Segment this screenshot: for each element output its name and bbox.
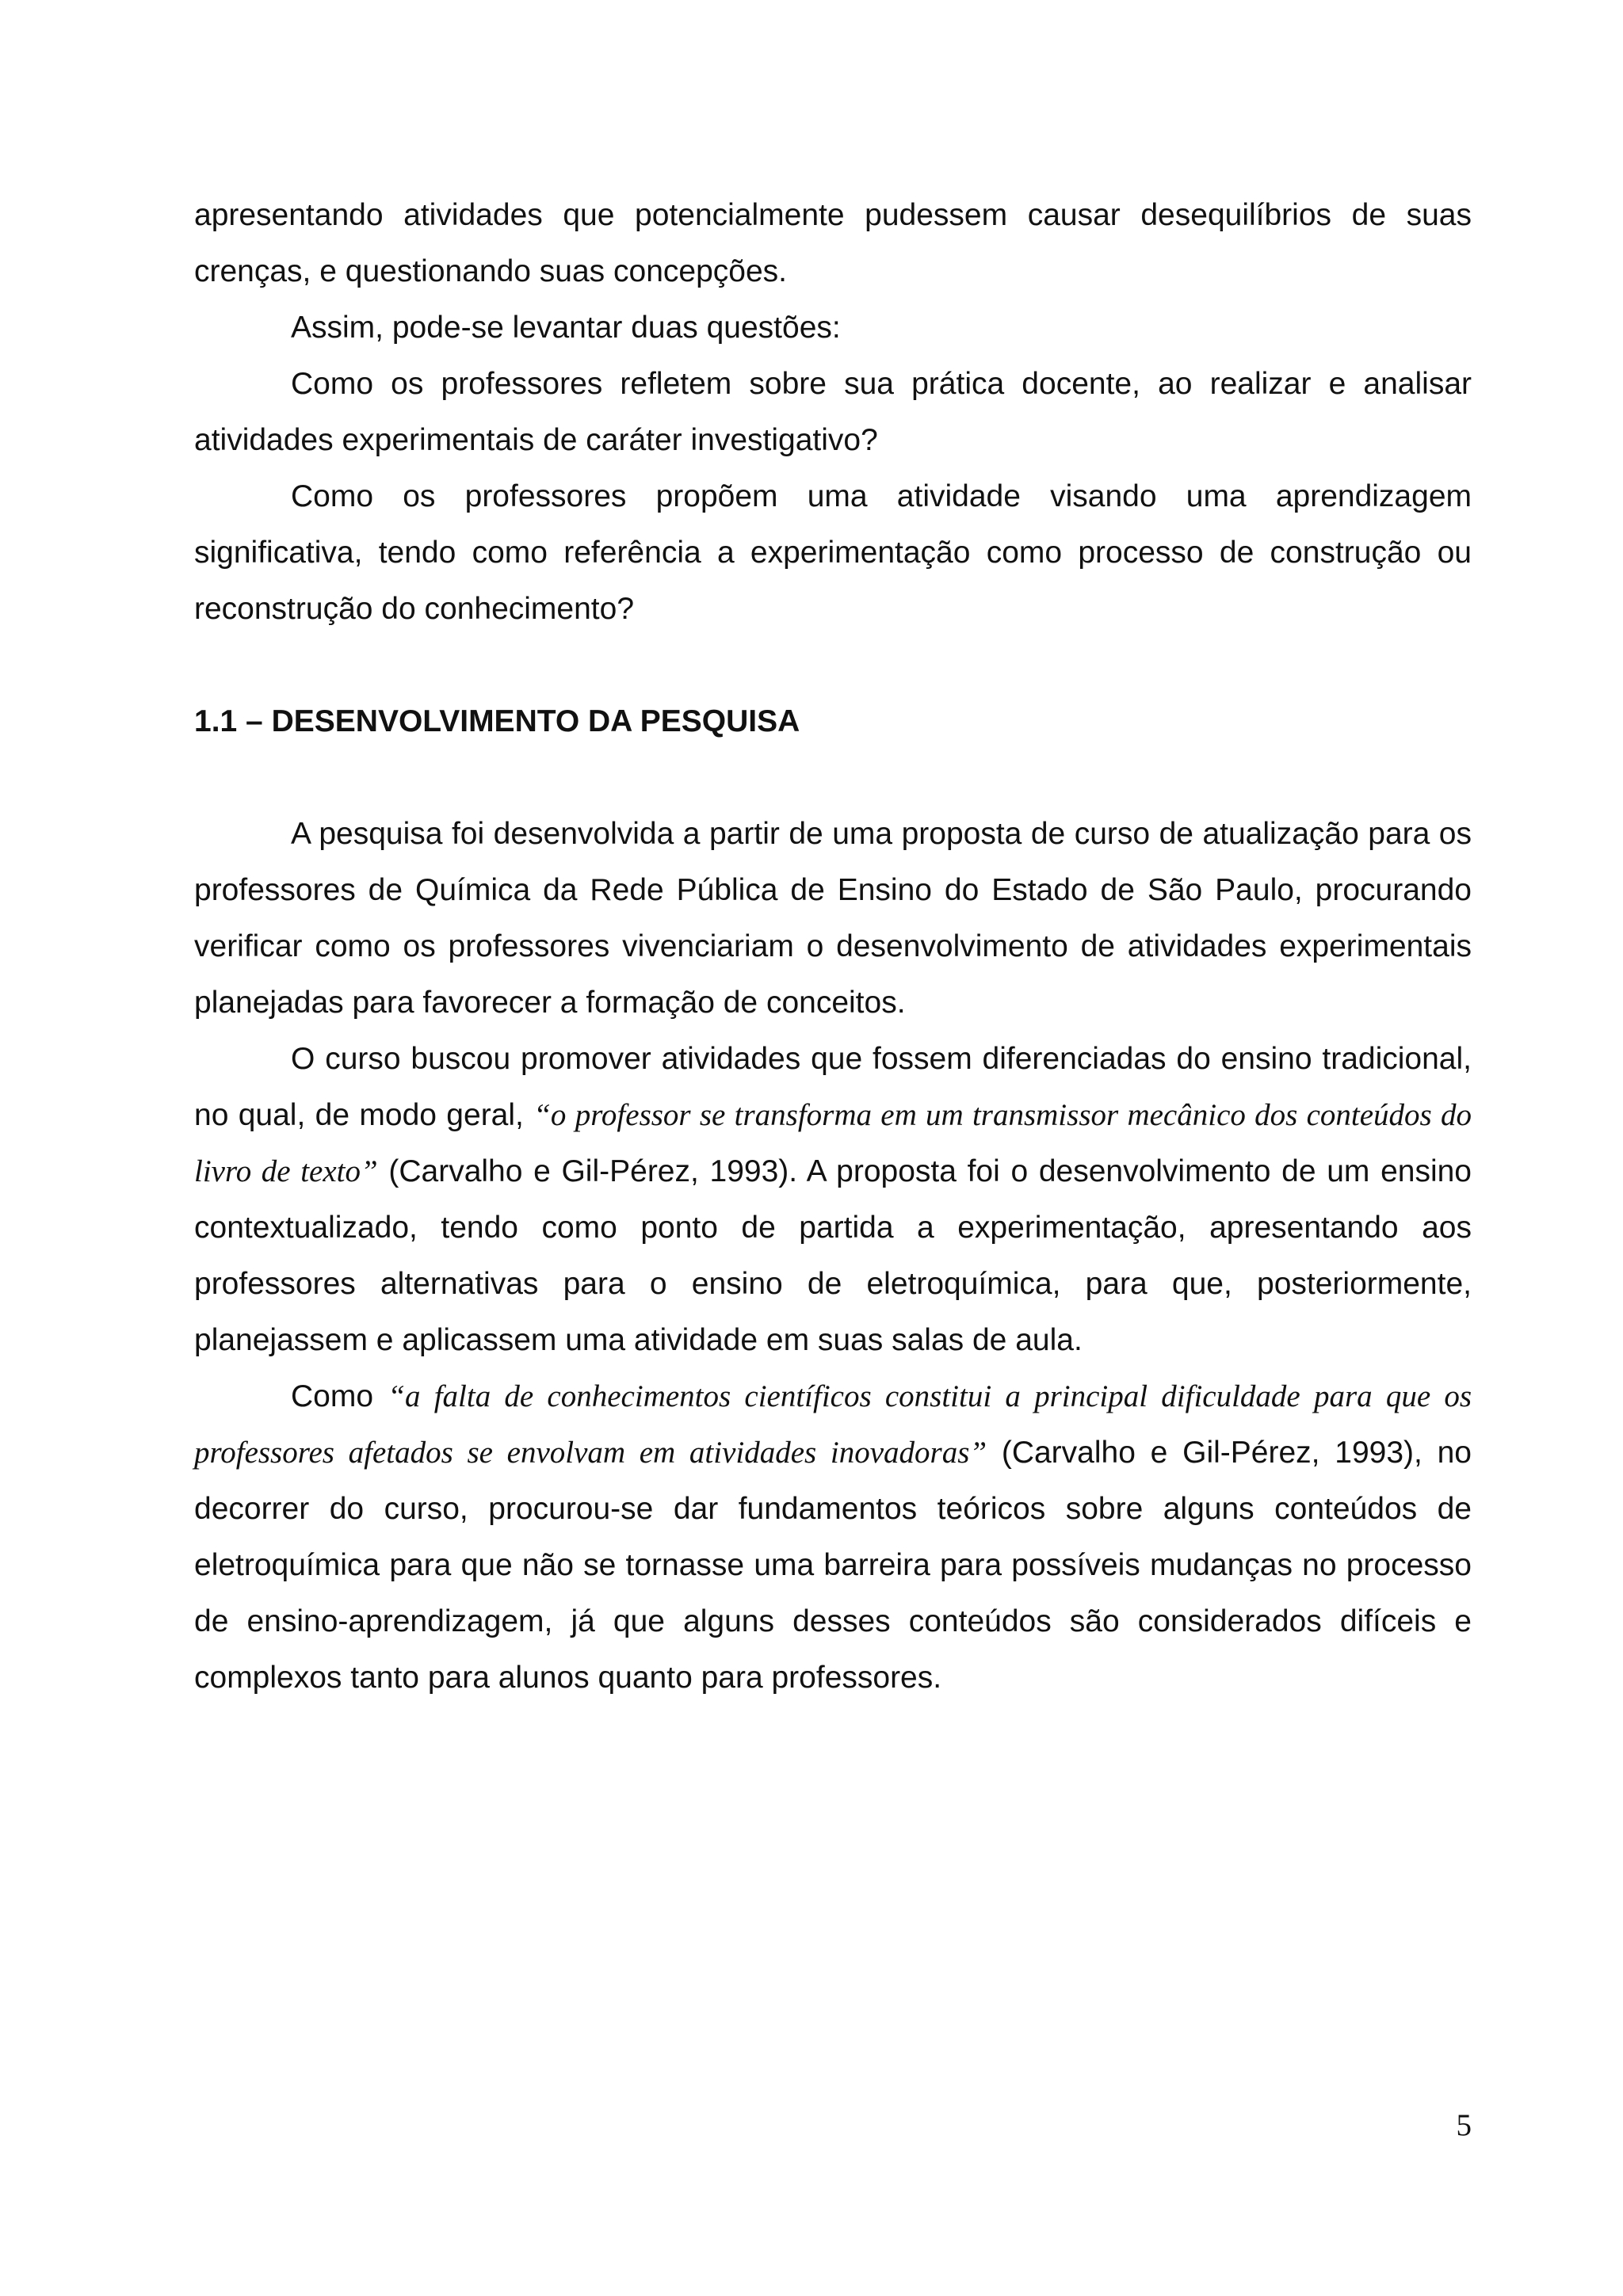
paragraph-text: O curso buscou promover atividades que fossem diferenciadas do ensino tradicional, no qual, de modo geral,	[194, 1042, 1472, 1132]
paragraph-research-description: A pesquisa foi desenvolvida a partir de uma proposta de curso de atualização para os professores de Química da Rede Pública de Ensino do Estado de São Paulo, procurando verificar como os professores vivenciariam o desenvolvimento de atividades experimentais planejadas para favorecer a formação de conceitos.	[194, 817, 1472, 1020]
citation-quote: “o professor se transforma em um transmissor mecânico dos conteúdos do livro de texto”	[194, 1098, 1472, 1188]
paragraph-text: Como	[291, 1379, 388, 1413]
paragraph-question-2: Como os professores propõem uma atividade visando uma aprendizagem significativa, tendo como referência a experimentação como processo de construção ou reconstrução do conhecimento?	[194, 479, 1472, 626]
paragraph-questions-intro: Assim, pode-se levantar duas questões:	[291, 311, 841, 345]
citation-quote: “a falta de conhecimentos científicos constitui a principal dificuldade para que os professores afetados se envolvam em atividades inovadoras”	[194, 1379, 1472, 1470]
paragraph-text: (Carvalho e Gil-Pérez, 1993), no decorrer do curso, procurou-se dar fundamentos teóricos sobre alguns conteúdos de eletroquímica para que não se tornasse uma barreira para possíveis mudanças no processo de ensino-aprendizagem, já que alguns desses conteúdos são considerados difíceis e complexos tanto para alunos quanto para professores.	[194, 1436, 1472, 1695]
section-heading: 1.1 – DESENVOLVIMENTO DA PESQUISA	[194, 704, 800, 738]
page-number: 5	[1456, 2108, 1472, 2142]
paragraph-text: (Carvalho e Gil-Pérez, 1993). A proposta foi o desenvolvimento de um ensino contextualizado, tendo como ponto de partida a experimentação, apresentando aos professores alternativas para o ensino de eletroquímica, para que, posteriormente, planejassem e aplicassem uma atividade em suas salas de aula.	[194, 1154, 1472, 1357]
paragraph-course-goals	[194, 1031, 1472, 1368]
paragraph-continuation: apresentando atividades que potencialmente pudessem causar desequilíbrios de suas crenças, e questionando suas concepções.	[194, 198, 1472, 288]
document-body	[194, 187, 1472, 1706]
paragraph-question-1: Como os professores refletem sobre sua prática docente, ao realizar e analisar atividades experimentais de caráter investigativo?	[194, 367, 1472, 457]
paragraph-scientific-knowledge	[194, 1368, 1472, 1706]
